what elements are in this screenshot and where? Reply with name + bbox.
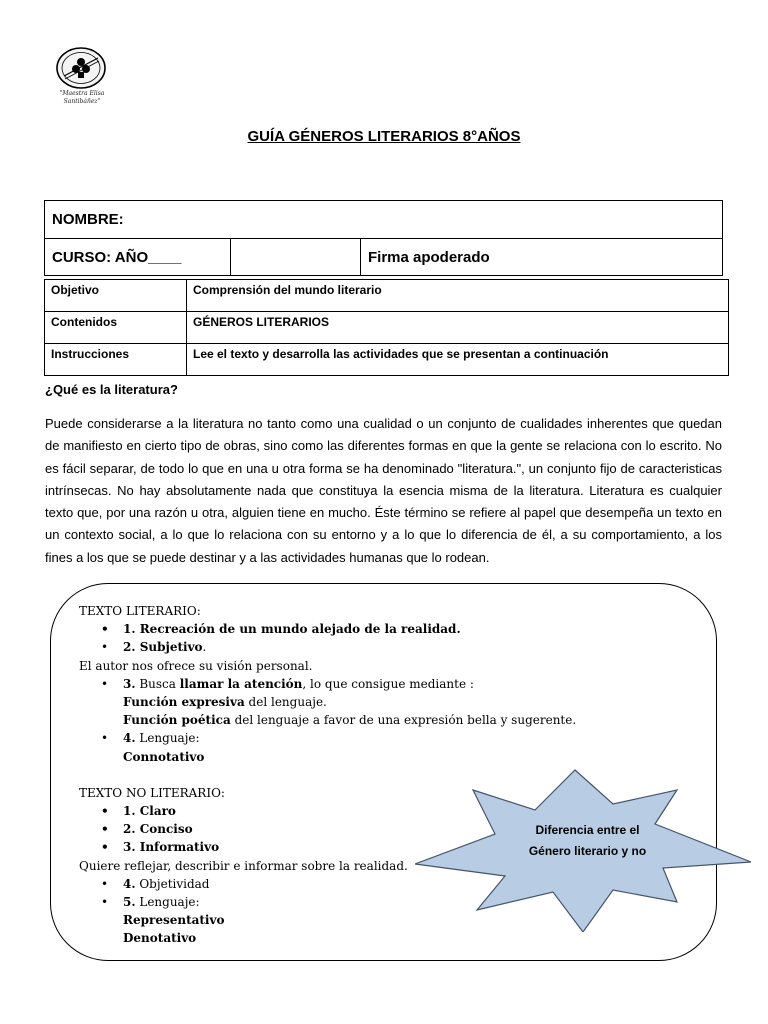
star-label-line: Diferencia entre el: [535, 823, 640, 837]
star-callout-label: [495, 820, 680, 862]
sub-item-bold: Función expresiva: [123, 695, 245, 710]
list-item-text: .: [202, 640, 207, 655]
list-item-text: Objetividad: [135, 876, 210, 891]
sub-item: Denotativo: [123, 931, 197, 946]
list-item-text: Busca: [135, 676, 180, 691]
table-row: [45, 312, 729, 344]
sub-item: [79, 711, 577, 729]
list-item: [101, 675, 499, 693]
row-label: Contenidos: [45, 312, 187, 344]
list-item-bold: llamar la atención: [179, 676, 303, 691]
sub-item-bold: Función poética: [123, 713, 231, 728]
motto-line: Santibáñez": [63, 98, 101, 105]
info-table: [44, 279, 729, 376]
no-literario-heading: TEXTO NO LITERARIO:: [79, 785, 225, 800]
nombre-field[interactable]: NOMBRE:: [45, 201, 723, 239]
list-item-text: Lenguaje:: [135, 895, 200, 910]
quiere-line: Quiere reflejar, describir e informar sobre la realidad.: [79, 858, 408, 873]
school-motto: [46, 90, 118, 106]
list-item: • 1. Recreación de un mundo alejado de la realidad.: [101, 620, 499, 638]
list-item: • 1. Claro: [101, 802, 499, 820]
row-value: GÉNEROS LITERARIOS: [187, 312, 729, 344]
list-item-text: Lenguaje:: [135, 731, 200, 746]
page-title: GUÍA GÉNEROS LITERARIOS 8°AÑOS: [247, 128, 521, 145]
star-label-line: Género literario y no: [528, 844, 647, 858]
list-item-number: 5.: [123, 895, 136, 910]
list-item-number: 4.: [123, 876, 136, 891]
sub-item-text: del lenguaje a favor de una expresión bella y sugerente.: [230, 713, 577, 728]
list-item: • 3. Informativo: [101, 838, 499, 856]
motto-line: "Maestra Elisa: [59, 90, 105, 97]
list-item-text: , lo que consigue mediante :: [302, 676, 474, 691]
literature-paragraph: Puede considerarse a la literatura no tanto como una cualidad o un conjunto de cualidades inherentes que quedan de manifiesto en cierto tipo de obras, sino como las diferentes formas en que la gente se relaciona con lo escrito. No es fácil separar, de todo lo que en una u otra forma se ha denominado "literatura.", un conjunto fijo de caracteristicas intrínsecas. No hay absolutamente nada que constituya la esencia misma de la literatura. Literatura es cualquier texto que, por una razón u otra, alguien tiene en mucho. Éste término se refiere al papel que desempeña un texto en un contexto social, a lo que lo relaciona con su entorno y a lo que lo diferencia de él, a su comportamiento, a los fines a los que se puede destinar y a las actividades humanas que lo rodean.: [45, 416, 722, 565]
table-row: [45, 280, 729, 312]
list-item: [101, 729, 499, 747]
sub-item: [79, 693, 499, 711]
list-item-bold: 2. Subjetivo: [123, 640, 203, 655]
row-value: Lee el texto y desarrolla las actividades que se presentan a continuación: [187, 344, 729, 376]
school-seal-icon: [50, 46, 112, 90]
curso-field[interactable]: CURSO: AÑO____: [45, 239, 231, 276]
list-item: [101, 638, 499, 656]
row-label: Instrucciones: [45, 344, 187, 376]
list-item: • 2. Conciso: [101, 820, 499, 838]
curso-blank-cell[interactable]: [231, 239, 361, 276]
row-value: Comprensión del mundo literario: [187, 280, 729, 312]
autor-line: El autor nos ofrece su visión personal.: [79, 658, 313, 673]
student-header-table: [44, 200, 723, 276]
sub-item: Representativo: [123, 913, 225, 928]
list-item-number: 4.: [123, 731, 136, 746]
literario-heading: TEXTO LITERARIO:: [79, 604, 201, 618]
list-item-number: 3.: [123, 676, 136, 691]
table-row: [45, 344, 729, 376]
row-label: Objetivo: [45, 280, 187, 312]
firma-apoderado-field[interactable]: Firma apoderado: [361, 239, 723, 276]
section-question: ¿Qué es la literatura?: [45, 382, 178, 397]
sub-item: Connotativo: [123, 749, 205, 764]
sub-item-text: del lenguaje.: [244, 695, 327, 710]
